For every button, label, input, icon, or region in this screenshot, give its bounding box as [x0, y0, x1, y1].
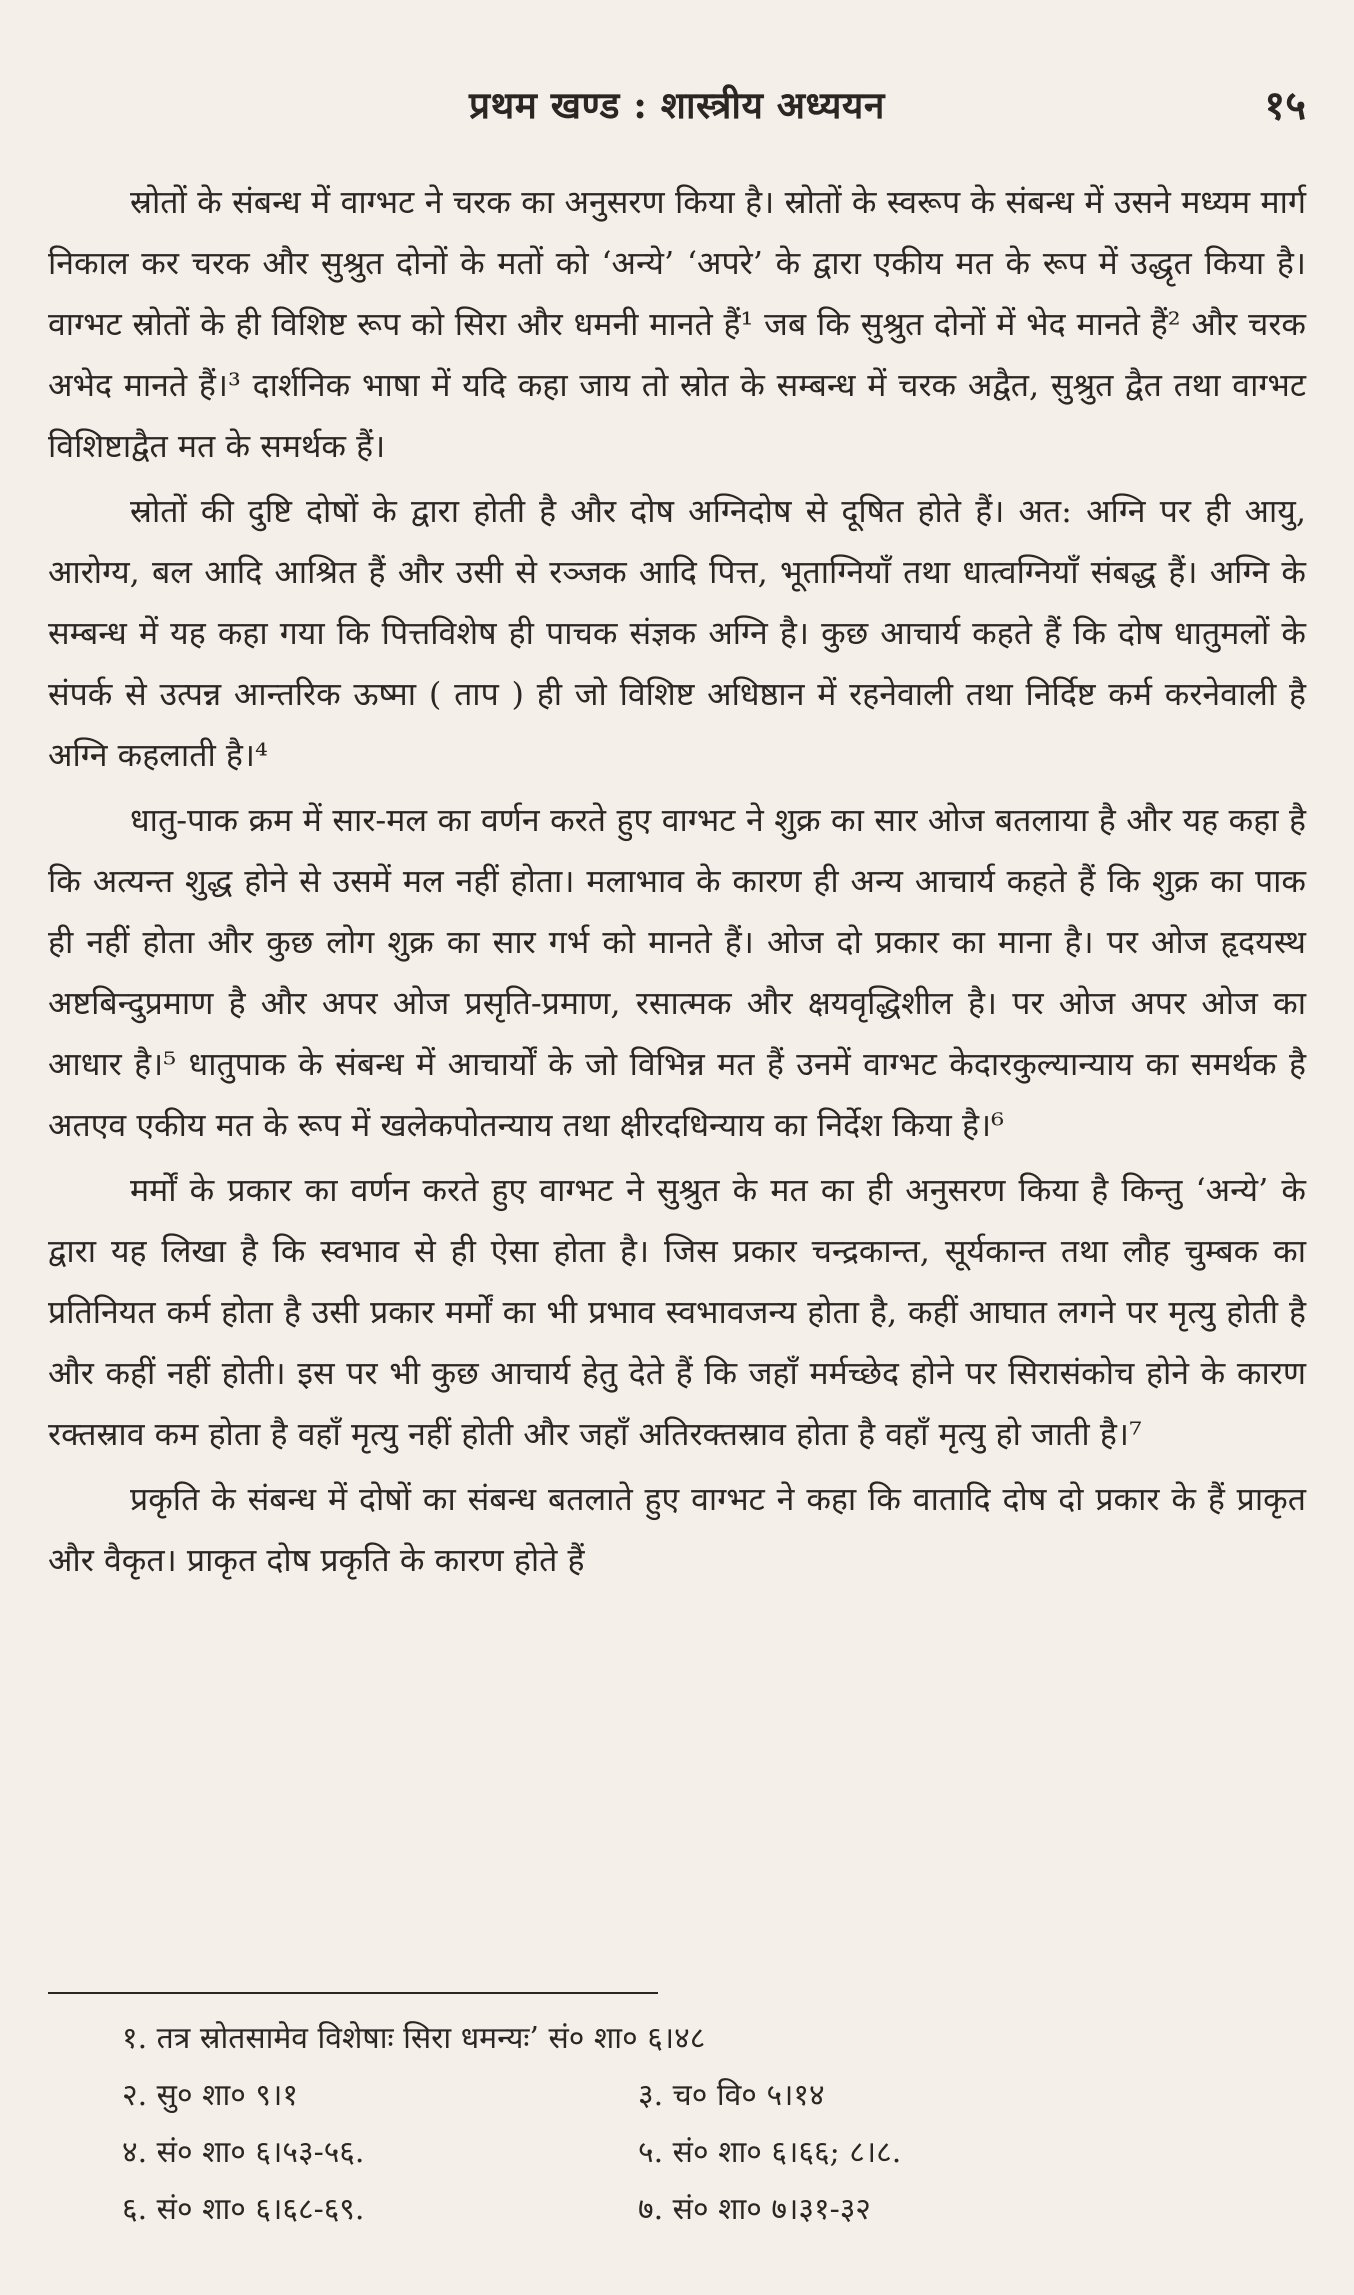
running-header: [0, 78, 1354, 148]
footnote-7: ७. सं० शा० ७।३१-३२: [638, 2192, 871, 2227]
paragraph-srotas: स्रोतों के संबन्ध में वाग्भट ने चरक का अनुसरण किया है। स्रोतों के स्वरूप के संबन्ध में उसने मध्यम मार्ग निकाल कर चरक और सुश्रुत दोनों के मतों को ‘अन्ये’ ‘अपरे’ के द्वारा एकीय मत के रूप में उद्धृत किया है। वाग्भट स्रोतों के ही विशिष्ट रूप को सिरा और धमनी मानते हैं¹ जब कि सुश्रुत दोनों में भेद मानते हैं² और चरक अभेद मानते हैं।³ दार्शनिक भाषा में यदि कहा जाय तो स्रोत के सम्बन्ध में चरक अद्वैत, सुश्रुत द्वैत तथा वाग्भट विशिष्टाद्वैत मत के समर्थक हैं।: [48, 183, 1306, 465]
footnote-row: [48, 2010, 1306, 2067]
footnote-row: [48, 2181, 1306, 2238]
footnotes: [48, 2010, 1306, 2238]
paragraph-marma: मर्मों के प्रकार का वर्णन करते हुए वाग्भट ने सुश्रुत के मत का ही अनुसरण किया है किन्तु ‘अन्ये’ के द्वारा यह लिखा है कि स्वभाव से ही ऐसा होता है। जिस प्रकार चन्द्रकान्त, सूर्यकान्त तथा लौह चुम्बक का प्रतिनियत कर्म होता है उसी प्रकार मर्मों का भी प्रभाव स्वभावजन्य होता है, कहीं आघात लगने पर मृत्यु होती है और कहीं नहीं होती। इस पर भी कुछ आचार्य हेतु देते हैं कि जहाँ मर्मच्छेद होने पर सिरासंकोच होने के कारण रक्तस्राव कम होता है वहाँ मृत्यु नहीं होती और जहाँ अतिरक्तस्राव होता है वहाँ मृत्यु हो जाती है।⁷: [48, 1171, 1306, 1453]
footnote-5: ५. सं० शा० ६।६६; ८।८.: [638, 2135, 902, 2170]
body-text: [48, 172, 1306, 1595]
footnote-2: २. सु० शा० ९।१: [122, 2078, 298, 2113]
paragraph-dhatu-paka: धातु-पाक क्रम में सार-मल का वर्णन करते हुए वाग्भट ने शुक्र का सार ओज बतलाया है और यह कहा है कि अत्यन्त शुद्ध होने से उसमें मल नहीं होता। मलाभाव के कारण ही अन्य आचार्य कहते हैं कि शुक्र का पाक ही नहीं होता और कुछ लोग शुक्र का सार गर्भ को मानते हैं। ओज दो प्रकार का माना है। पर ओज हृदयस्थ अष्टबिन्दुप्रमाण है और अपर ओज प्रसृति-प्रमाण, रसात्मक और क्षयवृद्धिशील है। पर ओज अपर ओज का आधार है।⁵ धातुपाक के संबन्ध में आचार्यों के जो विभिन्न मत हैं उनमें वाग्भट केदारकुल्यान्याय का समर्थक है अतएव एकीय मत के रूप में खलेकपोतन्याय तथा क्षीरदधिन्याय का निर्देश किया है।⁶: [48, 801, 1306, 1144]
footnote-4: ४. सं० शा० ६।५३-५६.: [122, 2135, 365, 2170]
paragraph-prakriti: प्रकृति के संबन्ध में दोषों का संबन्ध बतलाते हुए वाग्भट ने कहा कि वातादि दोष दो प्रकार के हैं प्राकृत और वैकृत। प्राकृत दोष प्रकृति के कारण होते हैं: [48, 1480, 1306, 1579]
footnote-row: [48, 2124, 1306, 2181]
footnote-row: [48, 2067, 1306, 2124]
header-title: प्रथम खण्ड : शास्त्रीय अध्ययन: [469, 83, 885, 127]
footnote-3: ३. च० वि० ५।१४: [638, 2078, 825, 2113]
paragraph-agni: स्रोतों की दुष्टि दोषों के द्वारा होती है और दोष अग्निदोष से दूषित होते हैं। अत: अग्नि पर ही आयु, आरोग्य, बल आदि आश्रित हैं और उसी से रञ्जक आदि पित्त, भूताग्नियाँ तथा धात्वग्नियाँ संबद्ध हैं। अग्नि के सम्बन्ध में यह कहा गया कि पित्तविशेष ही पाचक संज्ञक अग्नि है। कुछ आचार्य कहते हैं कि दोष धातुमलों के संपर्क से उत्पन्न आन्तरिक ऊष्मा ( ताप ) ही जो विशिष्ट अधिष्ठान में रहनेवाली तथा निर्दिष्ट कर्म करनेवाली है अग्नि कहलाती है।⁴: [48, 492, 1306, 774]
footnote-1: १. तत्र स्रोतसामेव विशेषाः सिरा धमन्यः’ सं० शा० ६।४८: [122, 2021, 706, 2056]
footnote-divider: [48, 1992, 658, 1994]
footnote-6: ६. सं० शा० ६।६८-६९.: [122, 2192, 365, 2227]
page-number: १५: [1264, 82, 1306, 129]
